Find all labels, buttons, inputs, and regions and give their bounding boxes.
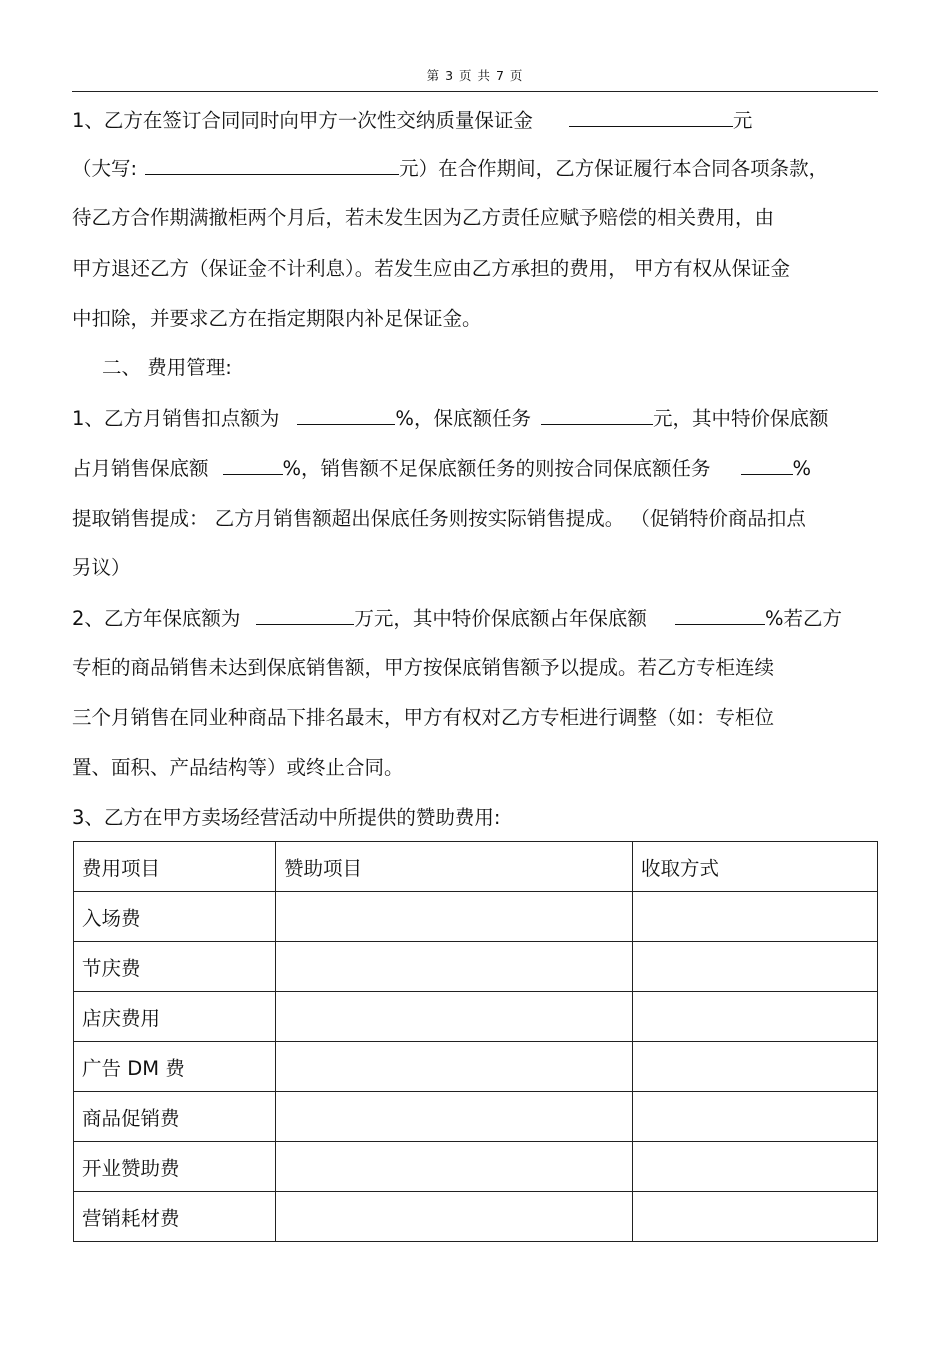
sponsor-item-cell[interactable]	[276, 1142, 633, 1192]
item2-line-3: 三个月销售在同业种商品下排名最末，甲方有权对乙方专柜进行调整（如：专柜位	[72, 706, 775, 729]
table-row	[74, 1142, 878, 1192]
section-title-fee-management: 二、 费用管理:	[102, 356, 232, 379]
sponsor-item-cell[interactable]	[276, 1192, 633, 1242]
commission-rate-blank[interactable]	[741, 456, 793, 475]
sponsor-item-cell[interactable]	[276, 942, 633, 992]
deposit-text: 1、乙方在签订合同同时向甲方一次性交纳质量保证金	[72, 109, 533, 132]
item1-text-c: 元，其中特价保底额	[652, 407, 829, 430]
sponsor-item-cell[interactable]	[276, 1042, 633, 1092]
table-header-cell: 收取方式	[633, 842, 878, 892]
special-ratio-blank[interactable]	[223, 456, 283, 475]
capital-amount-blank[interactable]	[145, 156, 399, 175]
table-row	[74, 942, 878, 992]
table-row	[74, 892, 878, 942]
item1-text-b: %，保底额任务	[395, 407, 531, 430]
fee-item-cell: 店庆费用	[74, 992, 276, 1042]
fee-item-cell: 开业赞助费	[74, 1142, 276, 1192]
fee-item-cell: 商品促销费	[74, 1092, 276, 1142]
item1-line-4: 另议）	[72, 556, 131, 579]
page-header	[72, 66, 878, 92]
fee-item-cell: 入场费	[74, 892, 276, 942]
deposit-amount-blank[interactable]	[569, 108, 733, 127]
item1-text-a: 1、乙方月销售扣点额为	[72, 407, 280, 430]
sponsor-item-cell[interactable]	[276, 1092, 633, 1142]
fee-table	[73, 841, 878, 1242]
page-number: 第 3 页 共 7 页	[426, 68, 524, 83]
fee-item-cell: 广告 DM 费	[74, 1042, 276, 1092]
item3-line: 3、乙方在甲方卖场经营活动中所提供的赞助费用:	[72, 806, 501, 829]
fee-item-cell: 节庆费	[74, 942, 276, 992]
collection-method-cell[interactable]	[633, 892, 878, 942]
item2-line-4: 置、面积、产品结构等）或终止合同。	[72, 756, 404, 779]
sponsor-item-cell[interactable]	[276, 892, 633, 942]
deposit-line-1	[72, 108, 752, 133]
table-header-cell: 费用项目	[74, 842, 276, 892]
item2-line-1	[72, 606, 842, 631]
fee-item-cell: 营销耗材费	[74, 1192, 276, 1242]
item2-text-b: 万元，其中特价保底额占年保底额	[354, 607, 647, 630]
item1-text-f: %	[792, 457, 812, 480]
deduction-rate-blank[interactable]	[297, 406, 395, 425]
table-row	[74, 1192, 878, 1242]
table-row	[74, 1042, 878, 1092]
capital-label: （大写:	[72, 157, 138, 180]
item1-text-d: 占月销售保底额	[72, 457, 209, 480]
collection-method-cell[interactable]	[633, 942, 878, 992]
deposit-unit: 元	[732, 109, 753, 132]
item2-text-c: %若乙方	[764, 607, 842, 630]
deposit-line-2	[72, 156, 828, 181]
item1-line-1	[72, 406, 828, 431]
table-header-row	[74, 842, 878, 892]
item2-text-a: 2、乙方年保底额为	[72, 607, 241, 630]
table-row	[74, 1092, 878, 1142]
collection-method-cell[interactable]	[633, 1092, 878, 1142]
deposit-line-5: 中扣除，并要求乙方在指定期限内补足保证金。	[72, 307, 482, 330]
collection-method-cell[interactable]	[633, 1192, 878, 1242]
table-header-cell: 赞助项目	[276, 842, 633, 892]
annual-base-blank[interactable]	[256, 606, 354, 625]
deposit-line-3: 待乙方合作期满撤柜两个月后，若未发生因为乙方责任应赋予赔偿的相关费用，由	[72, 206, 775, 229]
annual-special-ratio-blank[interactable]	[675, 606, 765, 625]
sponsor-item-cell[interactable]	[276, 992, 633, 1042]
collection-method-cell[interactable]	[633, 1142, 878, 1192]
item2-line-2: 专柜的商品销售未达到保底销售额，甲方按保底销售额予以提成。若乙方专柜连续	[72, 656, 775, 679]
collection-method-cell[interactable]	[633, 992, 878, 1042]
deposit-line-4: 甲方退还乙方（保证金不计利息）。若发生应由乙方承担的费用， 甲方有权从保证金	[72, 257, 790, 280]
item1-line-3: 提取销售提成： 乙方月销售额超出保底任务则按实际销售提成。 （促销特价商品扣点	[72, 507, 806, 530]
item1-line-2	[72, 456, 811, 481]
table-row	[74, 992, 878, 1042]
item1-text-e: %，销售额不足保底额任务的则按合同保底额任务	[282, 457, 711, 480]
collection-method-cell[interactable]	[633, 1042, 878, 1092]
deposit-text-2: 元）在合作期间，乙方保证履行本合同各项条款，	[399, 157, 829, 180]
monthly-base-blank[interactable]	[541, 406, 653, 425]
